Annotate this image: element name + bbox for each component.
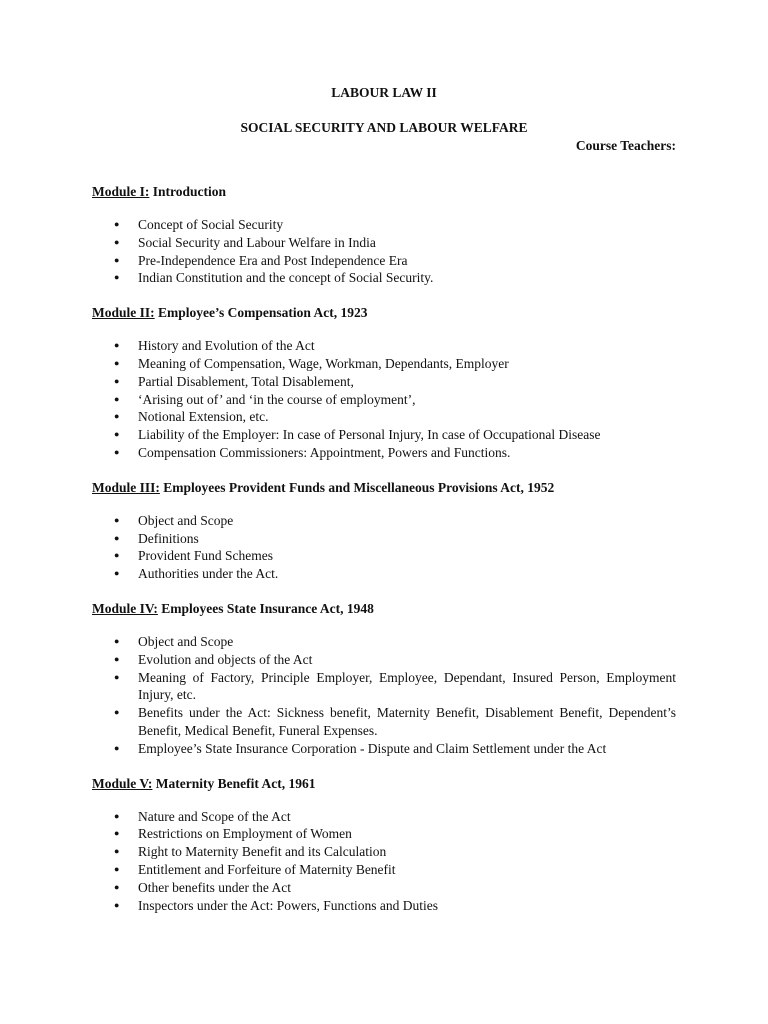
bullet-icon: ●: [114, 635, 120, 646]
list-item-text: Authorities under the Act.: [138, 566, 279, 582]
module-title: Maternity Benefit Act, 1961: [155, 775, 316, 791]
list-item: [92, 861, 676, 879]
module-number: Module I:: [92, 184, 150, 199]
module-number: Module II:: [92, 305, 155, 321]
list-item-text: ‘Arising out of’ and ‘in the course of employment’,: [138, 391, 416, 407]
module-title: Employees Provident Funds and Miscellaneous Provisions Act, 1952: [163, 479, 555, 495]
list-item-text: Nature and Scope of the Act: [138, 808, 291, 824]
bullet-icon: ●: [114, 532, 120, 543]
bullet-icon: ●: [114, 219, 120, 229]
list-item: [92, 252, 676, 270]
list-item: [92, 426, 676, 444]
list-item: [92, 808, 676, 826]
list-item-text: History and Evolution of the Act: [138, 338, 315, 354]
list-item-text: Concept of Social Security: [138, 217, 284, 232]
bullet-icon: ●: [114, 375, 120, 386]
list-item-text: Pre-Independence Era and Post Independence Era: [138, 252, 408, 268]
module-heading: [92, 600, 676, 618]
list-item-text: Compensation Commissioners: Appointment, Powers and Functions.: [138, 444, 511, 460]
list-item-text: Evolution and objects of the Act: [138, 651, 313, 667]
list-item: [92, 512, 676, 530]
list-item-text: Meaning of Compensation, Wage, Workman, Dependants, Employer: [138, 355, 509, 371]
topic-list: [92, 633, 676, 758]
list-item-text: Liability of the Employer: In case of Personal Injury, In case of Occupational Disease: [138, 427, 601, 443]
list-item: [92, 530, 676, 548]
list-item: [92, 740, 676, 758]
list-item: [92, 843, 676, 861]
list-item: [92, 391, 676, 409]
module-title: Employees State Insurance Act, 1948: [161, 600, 374, 616]
list-item: [92, 669, 676, 705]
bullet-icon: ●: [114, 810, 120, 821]
bullet-icon: ●: [114, 707, 120, 718]
bullet-icon: ●: [114, 550, 120, 561]
list-item: [92, 565, 676, 583]
module-heading: [92, 479, 676, 497]
bullet-icon: ●: [114, 653, 120, 664]
list-item-text: Entitlement and Forfeiture of Maternity Benefit: [138, 861, 396, 877]
module-title: Employee’s Compensation Act, 1923: [158, 305, 368, 321]
module-section: [92, 600, 676, 758]
list-item: [92, 879, 676, 897]
list-item-text: Restrictions on Employment of Women: [138, 826, 352, 842]
list-item-text: Partial Disablement, Total Disablement,: [138, 373, 354, 389]
bullet-icon: ●: [114, 340, 120, 351]
module-title: Introduction: [152, 184, 227, 199]
bullet-icon: ●: [114, 514, 120, 525]
document-subtitle: SOCIAL SECURITY AND LABOUR WELFARE: [240, 120, 528, 135]
list-item: [92, 408, 676, 426]
list-item: [92, 355, 676, 373]
module-number: Module IV:: [92, 600, 158, 616]
list-item: [92, 444, 676, 462]
document-page: [92, 84, 676, 914]
bullet-icon: ●: [114, 863, 120, 874]
module-heading: [92, 183, 676, 201]
bullet-icon: ●: [114, 899, 120, 910]
list-item: [92, 897, 676, 915]
list-item-text: Meaning of Factory, Principle Employer, Employee, Dependant, Insured Person, Employment Injury, etc.: [138, 669, 676, 703]
list-item-text: Right to Maternity Benefit and its Calculation: [138, 844, 387, 860]
bullet-icon: ●: [114, 272, 120, 283]
list-item-text: Inspectors under the Act: Powers, Functions and Duties: [138, 897, 438, 913]
list-item-text: Employee’s State Insurance Corporation - Dispute and Claim Settlement under the Act: [138, 740, 607, 756]
list-item-text: Benefits under the Act: Sickness benefit, Maternity Benefit, Disablement Benefit, Dependent’s Benefit, Medical Benefit, Funeral Expenses.: [138, 705, 676, 738]
bullet-icon: ●: [114, 357, 120, 368]
bullet-icon: ●: [114, 236, 120, 247]
list-item-text: Indian Constitution and the concept of Social Security.: [138, 270, 434, 286]
module-number: Module V:: [92, 775, 153, 791]
bullet-icon: ●: [114, 881, 120, 892]
topic-list: [92, 512, 676, 583]
bullet-icon: ●: [114, 828, 120, 839]
bullet-icon: ●: [114, 411, 120, 422]
bullet-icon: ●: [114, 254, 120, 265]
bullet-icon: ●: [114, 846, 120, 857]
list-item: [92, 269, 676, 287]
bullet-icon: ●: [114, 446, 120, 457]
list-item: [92, 234, 676, 252]
bullet-icon: ●: [114, 742, 120, 753]
list-item: [92, 651, 676, 669]
bullet-icon: ●: [114, 568, 120, 579]
module-list: [92, 183, 676, 914]
bullet-icon: ●: [114, 393, 120, 404]
module-heading: [92, 775, 676, 793]
module-number: Module III:: [92, 479, 160, 495]
module-section: [92, 775, 676, 915]
list-item-text: Other benefits under the Act: [138, 879, 291, 895]
bullet-icon: ●: [114, 429, 120, 440]
course-teachers-label: Course Teachers:: [575, 138, 676, 153]
list-item-text: Definitions: [138, 530, 199, 546]
list-item-text: Object and Scope: [138, 512, 234, 528]
bullet-icon: ●: [114, 671, 120, 682]
module-heading: [92, 304, 676, 322]
list-item: [92, 825, 676, 843]
list-item: [92, 373, 676, 391]
list-item-text: Social Security and Labour Welfare in India: [138, 234, 376, 250]
list-item: [92, 547, 676, 565]
list-item-text: Notional Extension, etc.: [138, 409, 269, 425]
list-item-text: Object and Scope: [138, 633, 234, 649]
module-section: [92, 304, 676, 462]
list-item: [92, 704, 676, 740]
topic-list: [92, 216, 676, 287]
document-title: LABOUR LAW II: [331, 85, 437, 100]
list-item: [92, 216, 676, 234]
list-item: [92, 633, 676, 651]
list-item: [92, 337, 676, 355]
module-section: [92, 479, 676, 583]
topic-list: [92, 337, 676, 462]
topic-list: [92, 808, 676, 915]
module-section: [92, 183, 676, 287]
list-item-text: Provident Fund Schemes: [138, 548, 273, 564]
